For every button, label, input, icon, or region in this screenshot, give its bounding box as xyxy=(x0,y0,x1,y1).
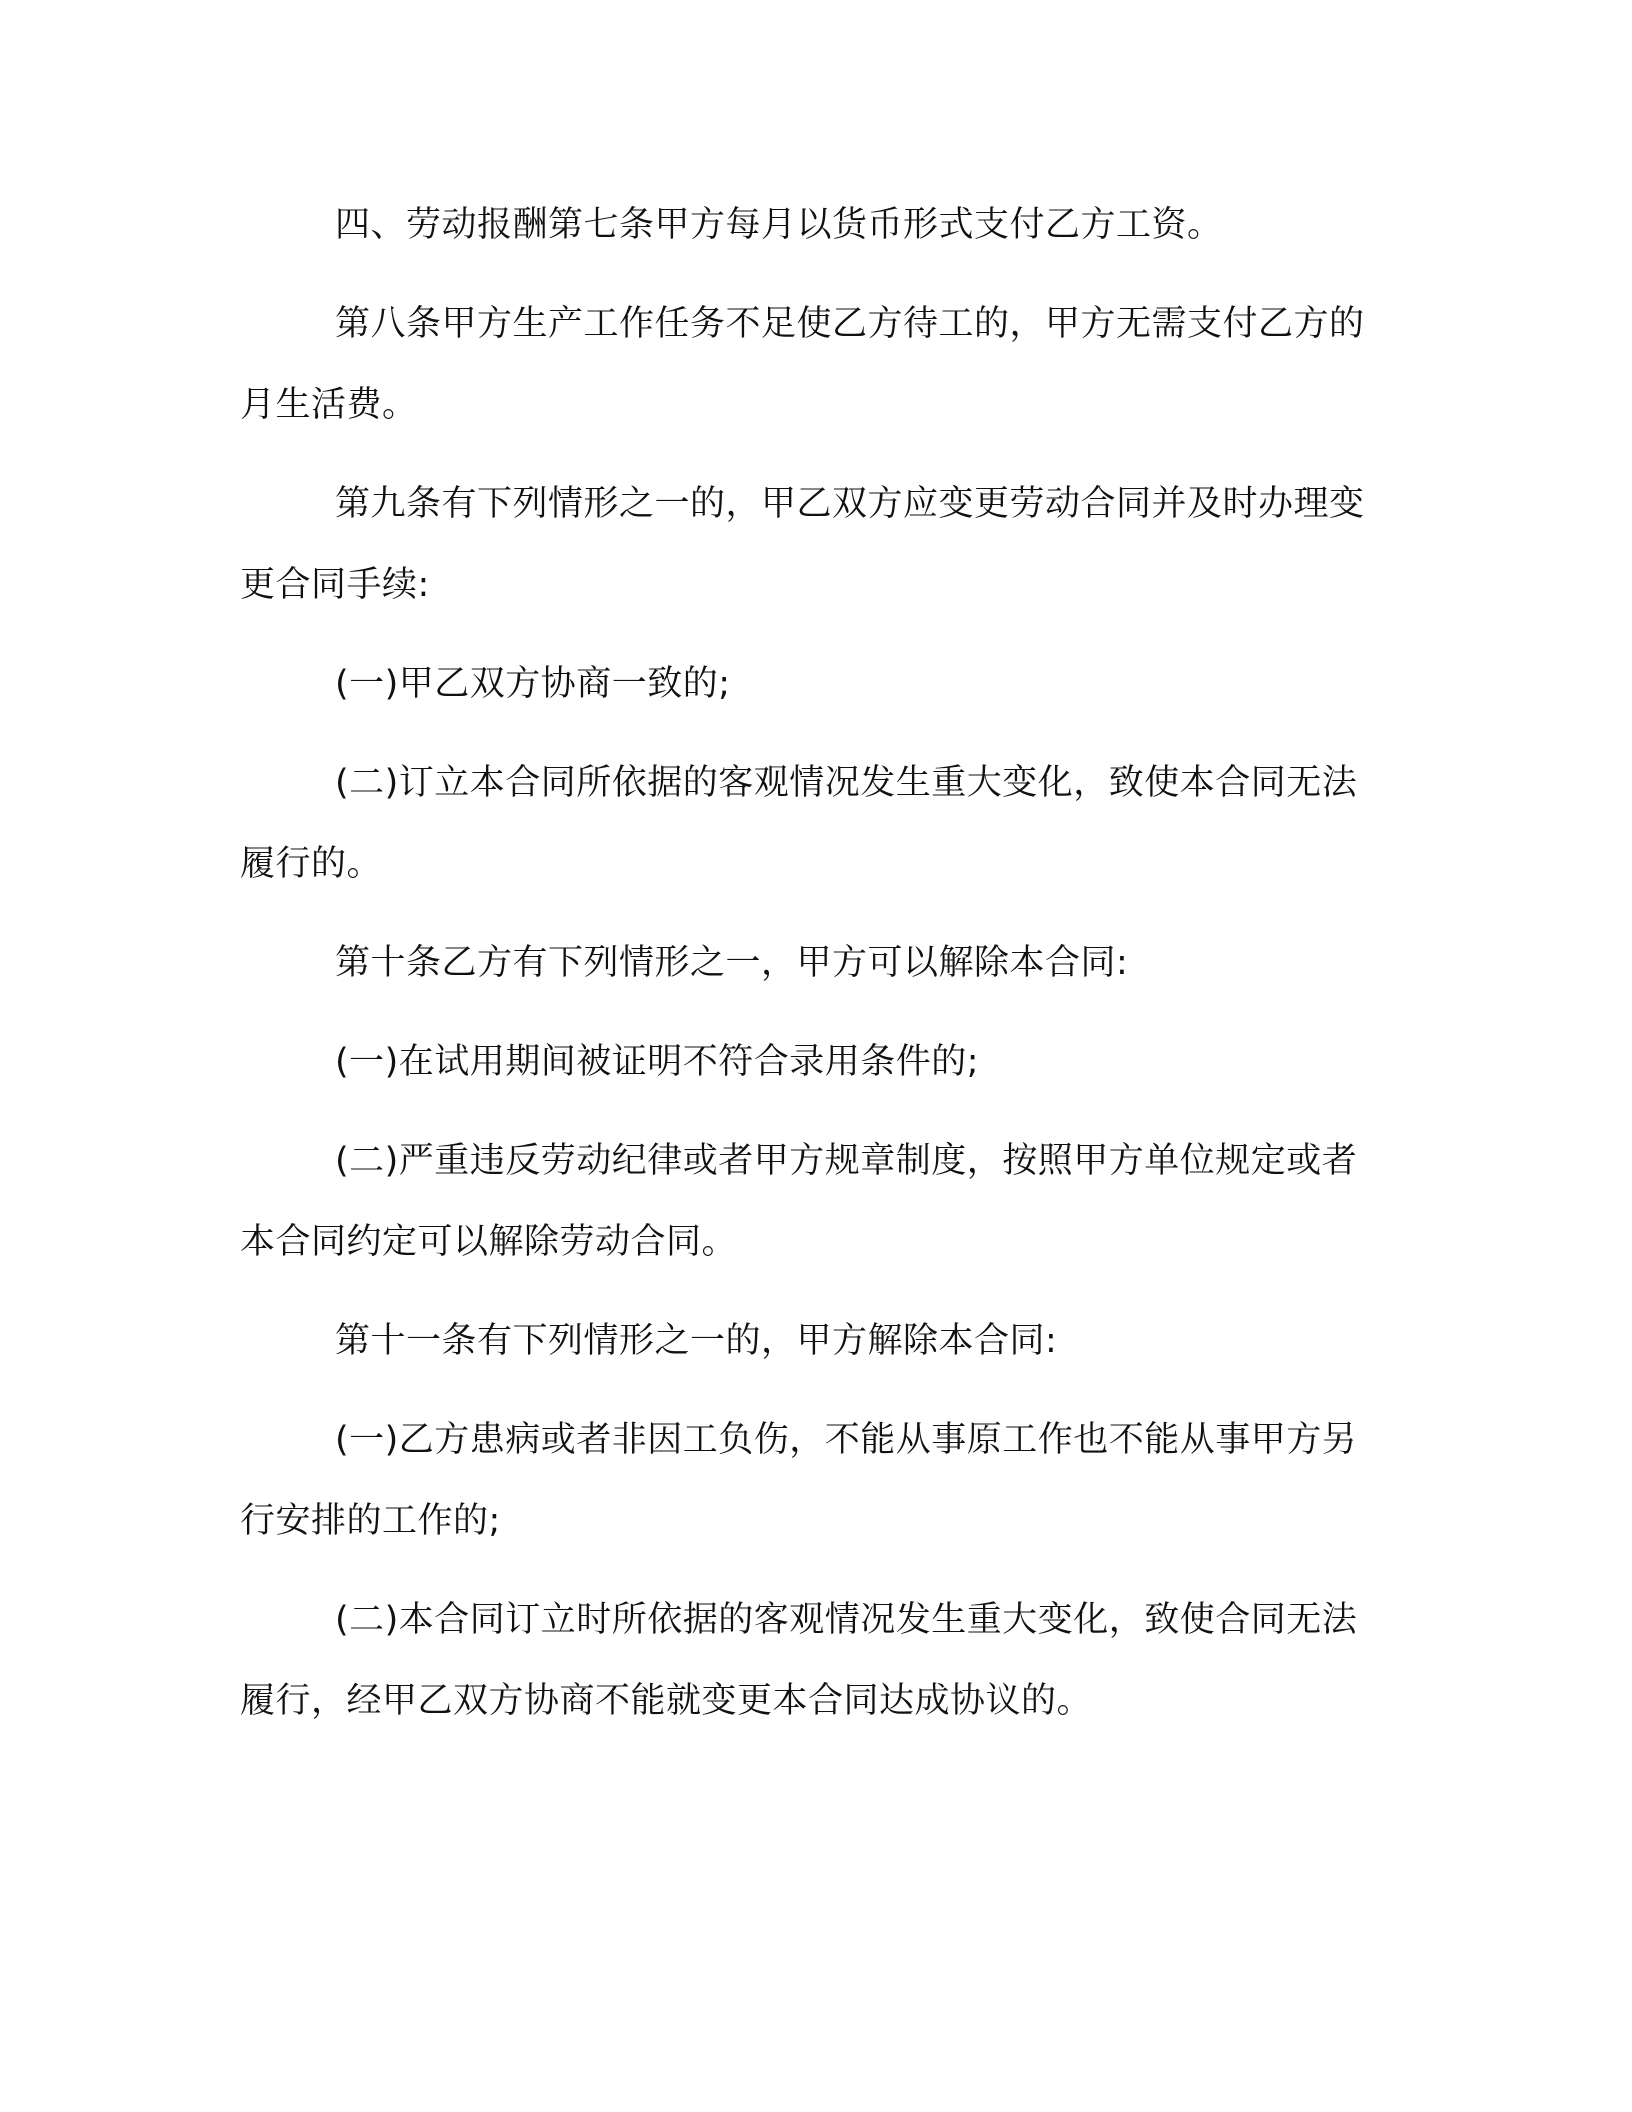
paragraph-article-8: 第八条甲方生产工作任务不足使乙方待工的，甲方无需支付乙方的月生活费。 xyxy=(240,304,1365,425)
paragraph-article-11: 第十一条有下列情形之一的，甲方解除本合同: xyxy=(335,1321,1058,1361)
paragraph-article-9-item-1: (一)甲乙双方协商一致的; xyxy=(335,664,731,704)
paragraph-labor-remuneration: 四、劳动报酬第七条甲方每月以货币形式支付乙方工资。 xyxy=(335,205,1223,245)
paragraph-article-10-item-1: (一)在试用期间被证明不符合录用条件的; xyxy=(335,1042,980,1082)
paragraph-article-11-item-1: (一)乙方患病或者非因工负伤，不能从事原工作也不能从事甲方另行安排的工作的; xyxy=(240,1420,1358,1541)
paragraph-article-9-item-2: (二)订立本合同所依据的客观情况发生重大变化，致使本合同无法履行的。 xyxy=(240,763,1358,884)
paragraph-article-11-item-2: (二)本合同订立时所依据的客观情况发生重大变化，致使合同无法履行，经甲乙双方协商不能就变更本合同达成协议的。 xyxy=(240,1600,1358,1721)
paragraph-article-9: 第九条有下列情形之一的，甲乙双方应变更劳动合同并及时办理变更合同手续: xyxy=(240,484,1365,605)
paragraph-article-10-item-2: (二)严重违反劳动纪律或者甲方规章制度，按照甲方单位规定或者本合同约定可以解除劳动合同。 xyxy=(240,1141,1358,1262)
document-body xyxy=(240,185,1380,1760)
paragraph-article-10: 第十条乙方有下列情形之一，甲方可以解除本合同: xyxy=(335,943,1129,983)
